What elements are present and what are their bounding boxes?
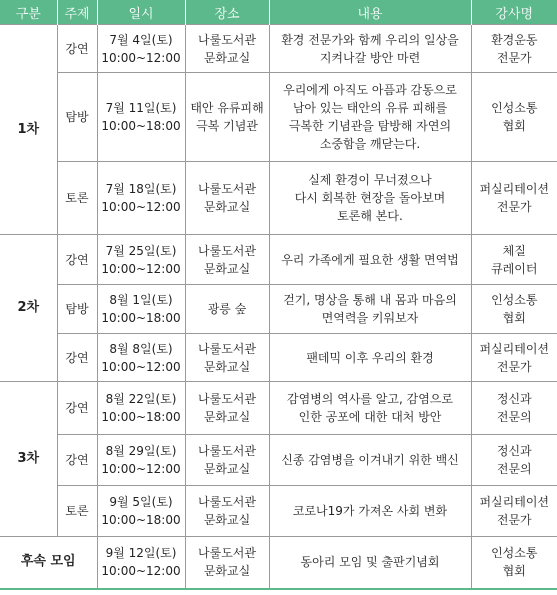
topic-cell: 토론: [57, 162, 97, 235]
content-cell: 감염병의 역사를 알고, 감염으로 인한 공포에 대한 대처 방안: [269, 382, 471, 435]
topic-cell: 강연: [57, 235, 97, 285]
topic-cell: 탐방: [57, 73, 97, 162]
table-row: [0, 334, 557, 382]
place-cell: 광릉 숲: [185, 285, 269, 334]
lecturer-cell: 퍼실리테이션 전문가: [471, 486, 557, 537]
header-datetime: 일시: [97, 0, 185, 25]
content-cell: 우리 가족에게 필요한 생활 면역법: [269, 235, 471, 285]
lecturer-cell: 퍼실리테이션 전문가: [471, 334, 557, 382]
lecturer-cell: 인성소통 협회: [471, 537, 557, 589]
place-cell: 나룰도서관 문화교실: [185, 486, 269, 537]
content-cell: 우리에게 아직도 아픔과 감동으로 남아 있는 태안의 유류 피해를 극복한 기념관을 탐방해 자연의 소중함을 깨닫는다.: [269, 73, 471, 162]
table-row: [0, 285, 557, 334]
round-cell: 2차: [0, 235, 57, 382]
place-cell: 나룰도서관 문화교실: [185, 235, 269, 285]
datetime-cell: 7월 11일(토) 10:00~18:00: [97, 73, 185, 162]
topic-cell: 강연: [57, 435, 97, 486]
datetime-cell: 7월 18일(토) 10:00~12:00: [97, 162, 185, 235]
place-cell: 태안 유류피해 극복 기념관: [185, 73, 269, 162]
content-cell: 걷기, 명상을 통해 내 몸과 마음의 면역력을 키워보자: [269, 285, 471, 334]
place-cell: 나룰도서관 문화교실: [185, 382, 269, 435]
header-place: 장소: [185, 0, 269, 25]
topic-cell: 강연: [57, 25, 97, 73]
lecturer-cell: 정신과 전문의: [471, 382, 557, 435]
lecturer-cell: 정신과 전문의: [471, 435, 557, 486]
round-cell: 3차: [0, 382, 57, 537]
content-cell: 코로나19가 가져온 사회 변화: [269, 486, 471, 537]
place-cell: 나룰도서관 문화교실: [185, 537, 269, 589]
table-header-row: [0, 0, 557, 25]
topic-cell: 토론: [57, 486, 97, 537]
round-cell: 1차: [0, 25, 57, 235]
lecturer-cell: 인성소통 협회: [471, 73, 557, 162]
datetime-cell: 9월 5일(토) 10:00~18:00: [97, 486, 185, 537]
datetime-cell: 8월 22일(토) 10:00~18:00: [97, 382, 185, 435]
datetime-cell: 7월 4일(토) 10:00~12:00: [97, 25, 185, 73]
table-row: [0, 486, 557, 537]
datetime-cell: 9월 12일(토) 10:00~12:00: [97, 537, 185, 589]
table-row: [0, 25, 557, 73]
topic-cell: 강연: [57, 382, 97, 435]
lecturer-cell: 퍼실리테이션 전문가: [471, 162, 557, 235]
lecturer-cell: 체질 큐레이터: [471, 235, 557, 285]
datetime-cell: 8월 29일(토) 10:00~12:00: [97, 435, 185, 486]
lecturer-cell: 환경운동 전문가: [471, 25, 557, 73]
datetime-cell: 8월 1일(토) 10:00~18:00: [97, 285, 185, 334]
lecturer-cell: 인성소통 협회: [471, 285, 557, 334]
content-cell: 실제 환경이 무너졌으나 다시 회복한 현장을 돌아보며 토론해 본다.: [269, 162, 471, 235]
content-cell: 환경 전문가와 함께 우리의 일상을 지켜나갈 방안 마련: [269, 25, 471, 73]
place-cell: 나룰도서관 문화교실: [185, 435, 269, 486]
table-row: [0, 235, 557, 285]
table-row: [0, 162, 557, 235]
table-row: [0, 73, 557, 162]
header-round: 구분: [0, 0, 57, 25]
table-row: [0, 537, 557, 589]
header-lecturer: 강사명: [471, 0, 557, 25]
datetime-cell: 8월 8일(토) 10:00~12:00: [97, 334, 185, 382]
content-cell: 동아리 모임 및 출판기념회: [269, 537, 471, 589]
topic-cell: 강연: [57, 334, 97, 382]
round-cell: 후속 모임: [0, 537, 97, 589]
place-cell: 나룰도서관 문화교실: [185, 334, 269, 382]
datetime-cell: 7월 25일(토) 10:00~12:00: [97, 235, 185, 285]
content-cell: 팬데믹 이후 우리의 환경: [269, 334, 471, 382]
topic-cell: 탐방: [57, 285, 97, 334]
place-cell: 나룰도서관 문화교실: [185, 162, 269, 235]
header-topic: 주제: [57, 0, 97, 25]
table-row: [0, 382, 557, 435]
header-content: 내용: [269, 0, 471, 25]
place-cell: 나룰도서관 문화교실: [185, 25, 269, 73]
content-cell: 신종 감염병을 이겨내기 위한 백신: [269, 435, 471, 486]
table-row: [0, 435, 557, 486]
